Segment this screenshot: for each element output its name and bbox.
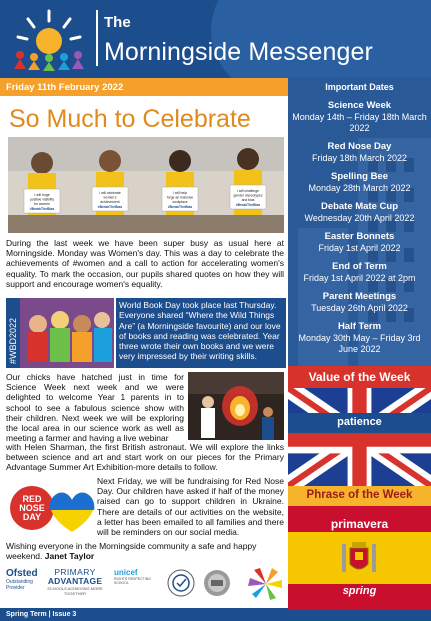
pa-line1: PRIMARY [54,567,96,577]
sign-tag: #BreakTheBias [167,205,193,209]
sign-tag: #BreakTheBias [29,207,55,211]
sign-text: I will help [173,191,187,195]
event-item [288,231,431,254]
science-show-photo [188,372,284,440]
phrase-of-week-heading: Phrase of the Week [288,486,431,506]
red-nose-day-heart-icon [6,480,96,536]
world-book-day-text: World Book Day took place last Thursday. Everyone shared “Where the Wild Things Are” (a Morningside favourite) and our love of books and reading was celebrated. Year three wrote their own books and we were very impressed by their writing skills. [116,298,286,368]
sign-text: workplace [172,200,188,204]
value-of-week-heading: Value of the Week [288,366,431,388]
primary-advantage-logo [44,568,106,596]
event-item [288,321,431,355]
event-item [288,100,431,134]
phrase-word: primavera [330,517,389,531]
events-list [288,100,431,362]
masthead-divider [96,10,98,66]
womens-day-paragraph: During the last week we have been super busy as usual here at Morningside. Monday was Women's day. This was a day to celebrate the achievements of #women and a call to action for accelerating women's equality. To mark the occasion, our pupils shared quotes on how they will support and encourage women's equality. [6,238,284,289]
signature: Janet Taylor [44,551,95,562]
event-date: Friday 1st April 2022 [318,243,401,253]
event-date: Wednesday 20th April 2022 [304,213,415,223]
event-title: Spelling Bee [330,171,388,182]
event-title: Science Week [327,100,392,111]
closing-paragraph [6,541,284,561]
sign-text: I will celebrate [99,191,121,195]
phrase-translation: spring [342,585,377,597]
red-nose-day-paragraph: Next Friday, we will be fundraising for Red Nose Day. Our children have asked if half of the money raised can go to support children in Ukraine. There are details of our activities on the website, a letter has been emailed to all families and there will be reminders on our social media. [97,476,284,538]
red-nose-text: DAY [22,512,42,522]
sign-text: achievement [100,200,120,204]
quality-mark-badge-icon [202,568,232,598]
event-date: Monday 30th May – Friday 3rd June 2022 [298,333,421,354]
sign-text: forge an inclusive [166,195,194,200]
sidebar-footer-bar [288,610,431,621]
event-title: End of Term [332,261,387,272]
event-date: Tuesday 26th April 2022 [311,303,408,313]
sign-tag: #BreakTheBias [97,205,123,209]
world-book-day-photo [6,298,114,368]
sign-text: I will forge [34,193,50,197]
partner-logos [6,566,286,606]
event-item [288,201,431,224]
unicef-name: unicef [114,568,138,577]
masthead [0,0,431,78]
event-title: Parent Meetings [322,291,397,302]
pa-line3: SCHOOLS ACHIEVING MORE TOGETHER [47,586,103,596]
union-jack-flag-icon [288,388,431,486]
pupils-with-signs-photo [8,137,284,233]
unicef-subtitle: RIGHTS RESPECTING SCHOOL [114,577,151,585]
event-title: Red Nose Day [327,141,392,152]
footer-issue: Spring Term | Issue 3 [0,608,288,621]
event-item [288,291,431,314]
event-item [288,171,431,194]
award-badge-icon [166,568,196,598]
science-week-paragraph: Our chicks have hatched just in time for Science Week next week and we were delighted to welcome Year 1 parents in to school to see a fabulous science show with their children. Next week we will be exploring the local area in our science work as well as meeting a farmer and having a live webinar [6,372,184,444]
sign-tag: #BreakTheBias [235,203,261,207]
event-date: Monday 14th – Friday 18th March 2022 [292,112,427,133]
primary-advantage-pinwheel-icon [246,566,286,602]
red-nose-text: NOSE [19,503,45,513]
sidebar [288,78,431,621]
sign-text: women's [103,195,117,200]
school-logo-icon [8,7,90,71]
event-item [288,261,431,284]
pa-line2: ADVANTAGE [47,576,103,586]
event-item [288,141,431,164]
event-date: Friday 1st April 2022 at 2pm [303,273,416,283]
closing-text: Wishing everyone in the Morningside community a safe and happy weekend. [6,541,257,562]
value-word: patience [288,413,431,433]
masthead-small-title: The [104,14,131,31]
science-week-paragraph-continued: with Helen Sharman, the first British astronaut. We will explore the links between science and art and start work on our pieces for the Primary Advantage Summer Art Exhibition-more details to follow. [6,442,284,473]
event-date: Friday 18th March 2022 [311,153,408,163]
event-title: Debate Mate Cup [320,201,399,212]
issue-date: Friday 11th February 2022 [0,78,288,96]
red-nose-text: RED [22,494,42,504]
sign-text: and bias [241,198,255,202]
unicef-logo [114,568,166,585]
headline: So Much to Celebrate [9,105,251,133]
event-title: Half Term [337,321,382,332]
sign-text: gender stereotypes [233,193,263,198]
wbd-tag: #WBD2022 [8,317,18,364]
sign-text: positive visibility [29,197,55,202]
sign-text: for women [34,202,50,206]
sign-text: I will challenge [236,189,260,193]
ofsted-logo [6,568,40,591]
event-title: Easter Bonnets [324,231,395,242]
masthead-title: Morningside Messenger [104,38,373,66]
event-date: Monday 28th March 2022 [308,183,411,193]
ofsted-name: Ofsted [6,568,38,579]
important-dates-heading: Important Dates [288,78,431,96]
ofsted-subtitle: Outstanding Provider [6,579,33,591]
